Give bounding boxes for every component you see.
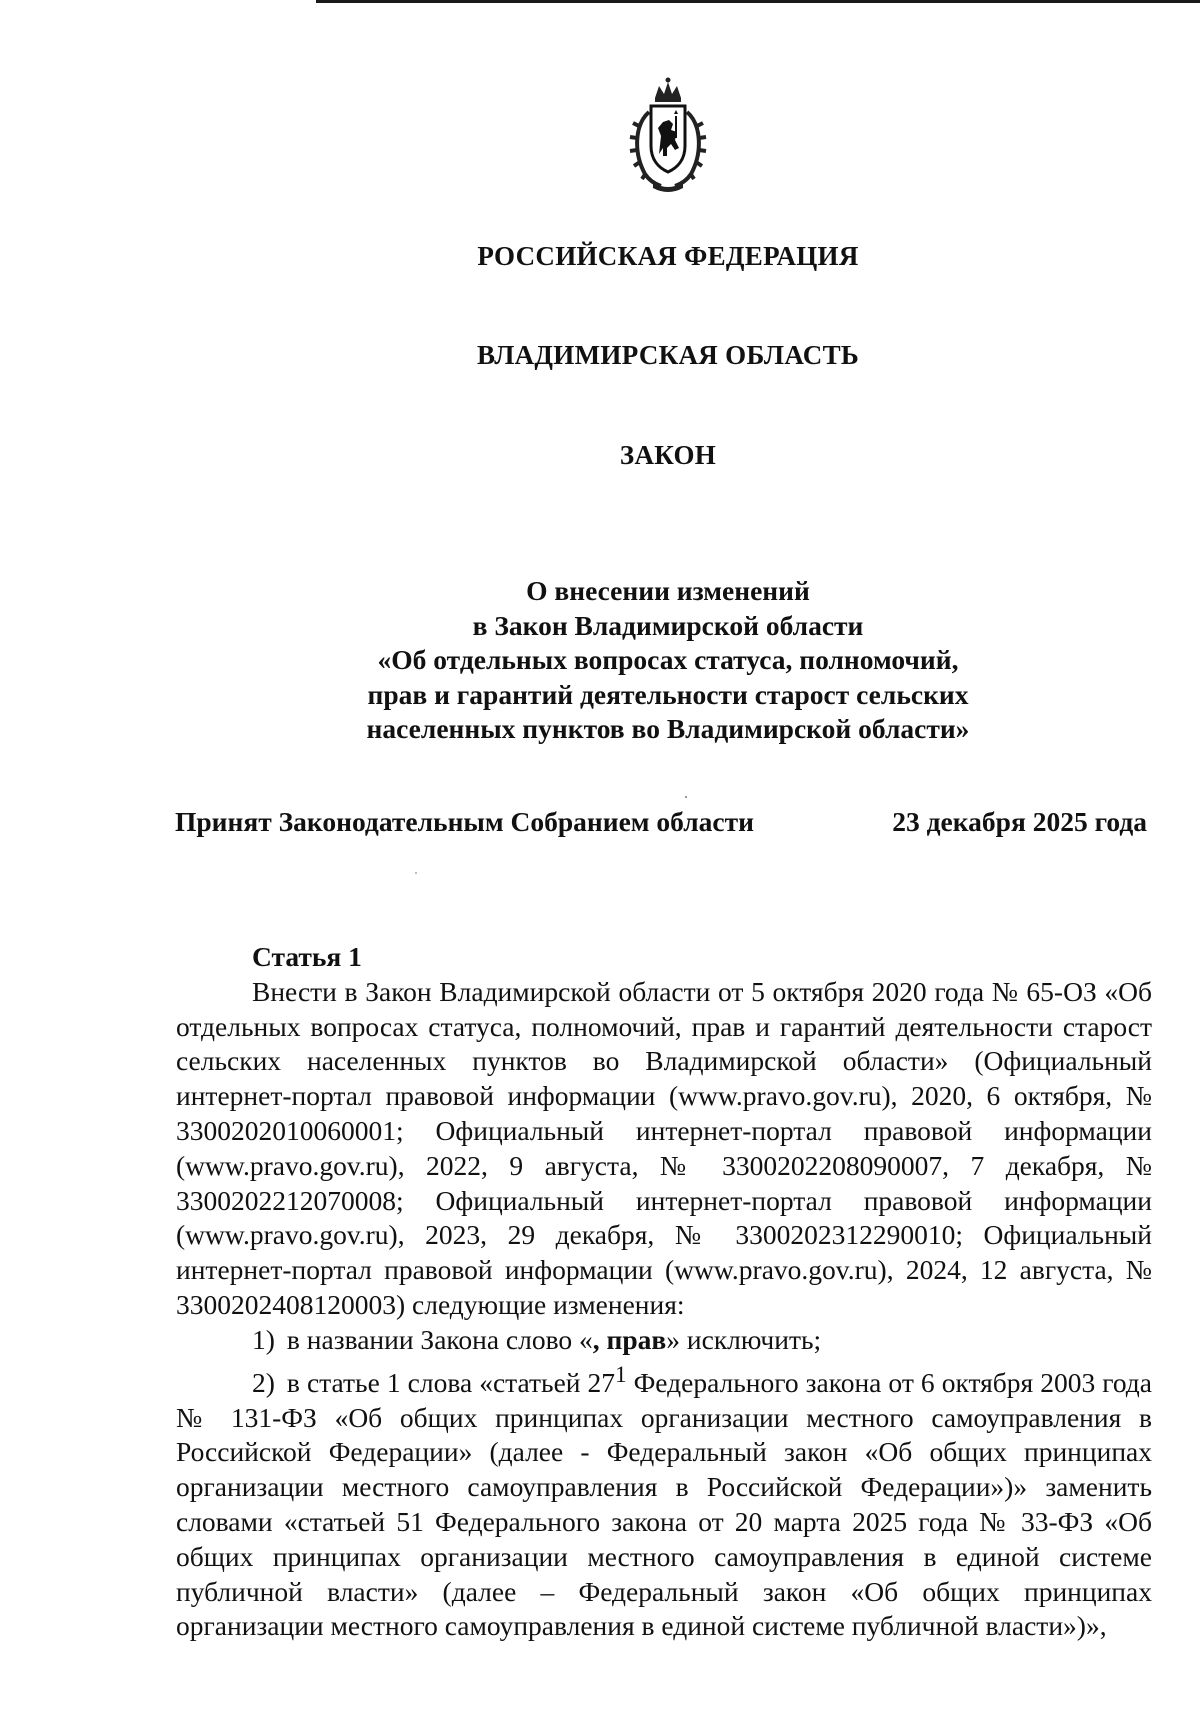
item-text-after: Федерального закона от 6 октября 2003 года № 131-ФЗ «Об общих принципах организации местного самоуправления в Российской Федерации» (далее - Федеральный закон «Об общих принципах организации местного самоуправления в Российской Федерации»)» заменить словами «статьей 51 Федерального закона от 20 марта 2025 года № 33-ФЗ «Об общих принципах организации местного самоуправления в единой системе публичной власти» (далее – Федеральный закон «Об общих принципах организации местного самоуправления в единой системе публичной власти»)», (176, 1366, 1153, 1642)
law-title-line: в Закон Владимирской области (472, 609, 864, 641)
scan-speck (415, 872, 417, 874)
article-intro-paragraph: Внести в Закон Владимирской области от 5 октября 2020 года № 65-ОЗ «Об отдельных вопросах статуса, полномочий, прав и гарантий деятельности старост сельских населенных пунктов во Владимирской области» (Официальный интернет-портал правовой информации (www.pravo.gov.ru), 2020, 6 октября, № 3300202010060001; Официальный интернет-портал правовой информации (www.pravo.gov.ru), 2022, 9 августа, № 3300202208090007, 7 декабря, № 3300202212070008; Официальный интернет-портал правовой информации (www.pravo.gov.ru), 2023, 29 декабря, № 3300202312290010; Официальный интернет-портал правовой информации (www.pravo.gov.ru), 2024, 12 августа, № 3300202408120003) следующие изменения: (176, 975, 1152, 1320)
law-title (0, 574, 1200, 747)
item-text-bold: , прав (592, 1323, 667, 1355)
adoption-line (175, 806, 1147, 838)
law-title-line: прав и гарантий деятельности старост сельских (367, 678, 969, 710)
top-border-line (316, 0, 1200, 3)
law-title-line: «Об отдельных вопросах статуса, полномочий, (377, 644, 959, 675)
amendment-item-2 (176, 1358, 1152, 1645)
item-text-before: в названии Закона слово « (286, 1323, 593, 1355)
document-type-heading: ЗАКОН (619, 440, 717, 470)
item-number: 1) (252, 1323, 275, 1355)
article-heading: Статья 1 (252, 941, 362, 972)
adoption-label: Принят Законодательным Собранием области (175, 806, 754, 837)
law-title-line: населенных пунктов во Владимирской области» (366, 713, 970, 744)
article-1 (176, 940, 1152, 1644)
country-heading: РОССИЙСКАЯ ФЕДЕРАЦИЯ (477, 241, 859, 271)
amendment-item-1 (176, 1323, 1152, 1358)
item-text-after: » исключить; (666, 1323, 822, 1355)
scan-speck (685, 796, 687, 798)
superscript-index: 1 (615, 1361, 627, 1387)
law-title-line: О внесении изменений (526, 575, 810, 606)
vladimir-oblast-coat-of-arms-icon (625, 76, 711, 196)
region-heading: ВЛАДИМИРСКАЯ ОБЛАСТЬ (476, 340, 860, 370)
item-number: 2) (252, 1366, 275, 1398)
adoption-date: 23 декабря 2025 года (892, 806, 1147, 837)
item-text-before: в статье 1 слова «статьей 27 (286, 1366, 616, 1398)
